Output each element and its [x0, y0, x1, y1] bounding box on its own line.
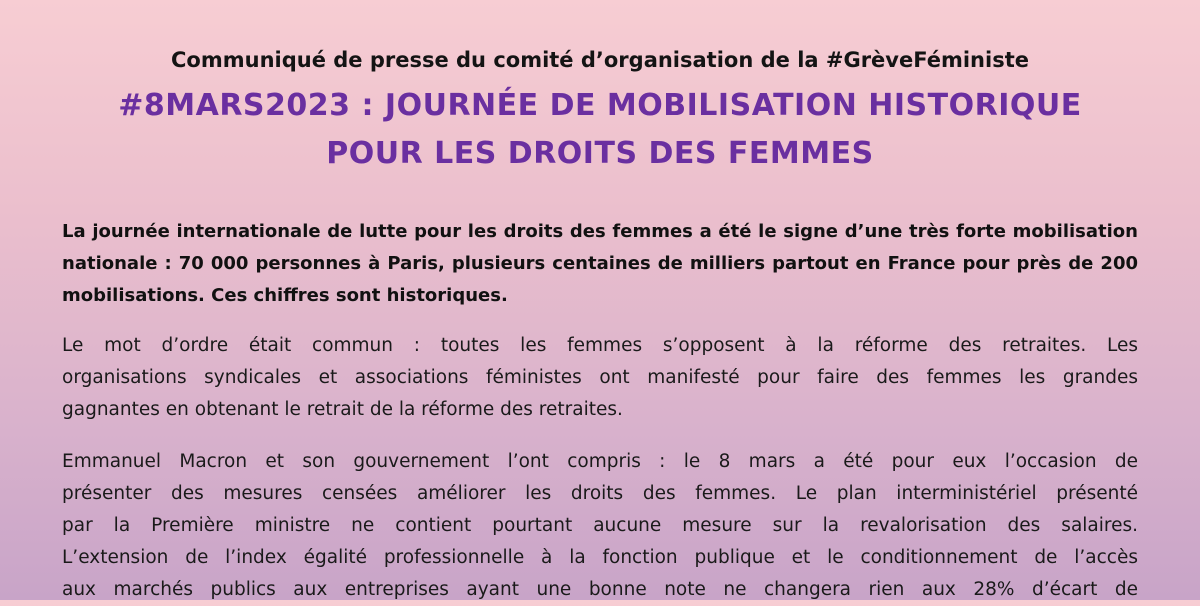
- body-paragraph-gouvernement: [62, 446, 1138, 606]
- paragraph-line: par la Première ministre ne contient pourtant aucune mesure sur la revalorisation des salaires.: [62, 515, 1138, 536]
- paragraph-line: organisations syndicales et associations féministes ont manifesté pour faire des femmes les grandes: [62, 367, 1138, 388]
- paragraph-line: mobilisations. Ces chiffres sont historiques.: [62, 285, 508, 306]
- paragraph-line: présenter des mesures censées améliorer les droits des femmes. Le plan interministériel présenté: [62, 483, 1138, 504]
- headline-line-2: POUR LES DROITS DES FEMMES: [326, 136, 874, 171]
- paragraph-line: aux marchés publics aux entreprises ayant une bonne note ne changera rien aux 28% d’écart de: [62, 579, 1138, 600]
- paragraph-line: La journée internationale de lutte pour les droits des femmes a été le signe d’une très forte mobilisation: [62, 221, 1138, 242]
- intro-paragraph: [62, 216, 1138, 312]
- press-release-kicker: Communiqué de presse du comité d’organisation de la #GrèveFéministe: [171, 48, 1029, 72]
- paragraph-line: gagnantes en obtenant le retrait de la réforme des retraites.: [62, 399, 623, 420]
- paragraph-line: Le mot d’ordre était commun : toutes les femmes s’opposent à la réforme des retraites. Les: [62, 335, 1138, 356]
- paragraph-line: Emmanuel Macron et son gouvernement l’ont compris : le 8 mars a été pour eux l’occasion de: [62, 451, 1138, 472]
- paragraph-line: L’extension de l’index égalité professionnelle à la fonction publique et le conditionnement de l’accès: [62, 547, 1138, 568]
- paragraph-line: nationale : 70 000 personnes à Paris, plusieurs centaines de milliers partout en France pour près de 200: [62, 253, 1138, 274]
- body-paragraph-retraites: [62, 330, 1138, 426]
- headline-line-1: #8MARS2023 : JOURNÉE DE MOBILISATION HISTORIQUE: [118, 88, 1082, 123]
